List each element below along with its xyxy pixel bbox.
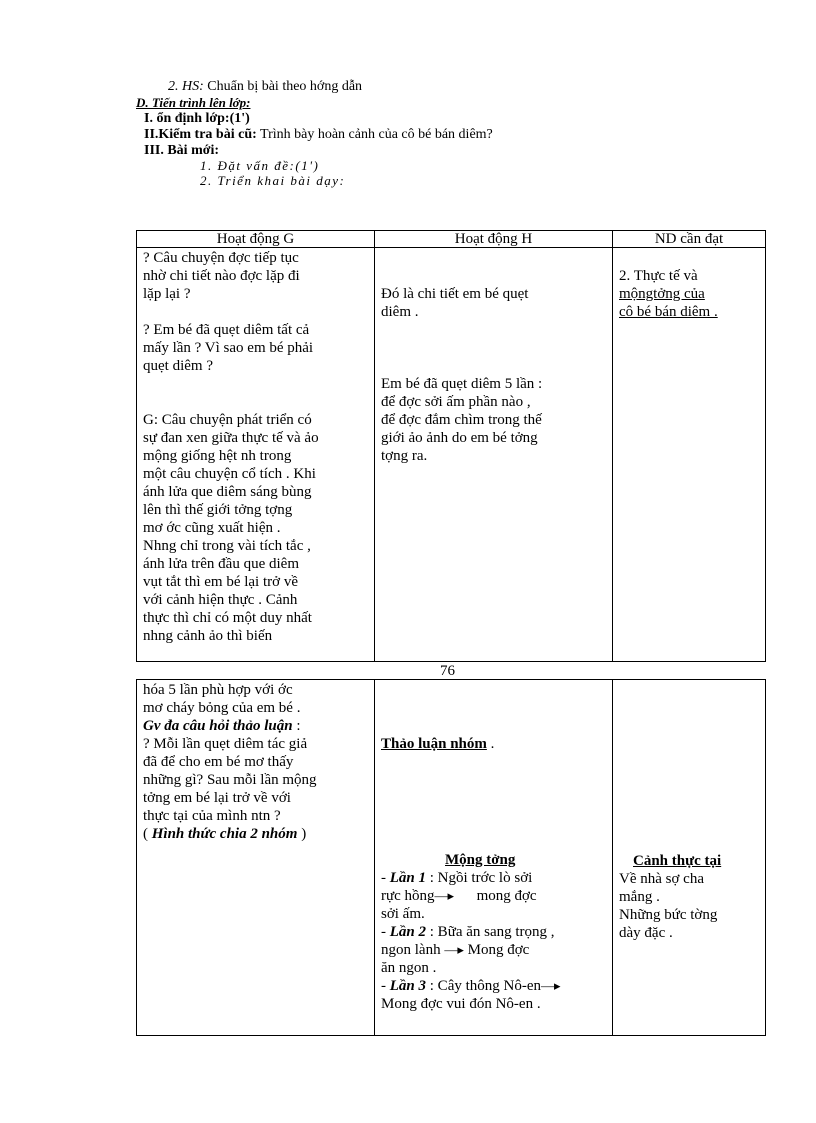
hinh-thuc-line — [143, 825, 368, 843]
g-line: ánh lửa trên đầu que diêm — [143, 556, 299, 572]
h-line: diêm . — [381, 304, 419, 320]
kiem-tra-line — [144, 127, 493, 143]
h-line: để đợc đắm chìm trong thế — [381, 412, 542, 428]
header-nd-can-dat: ND cần đạt — [613, 231, 766, 248]
header-hoat-dong-g: Hoạt động G — [137, 231, 375, 248]
activity-table-1 — [136, 230, 766, 662]
lan2-b: ngon lành — [381, 942, 441, 958]
g-line: mộng giống hệt nh trong — [143, 448, 292, 464]
canh-line: mắng . — [619, 889, 660, 905]
lan2-d: ăn ngon . — [381, 960, 437, 976]
arrow-right-icon: —▸ — [444, 942, 464, 957]
g-line: với cảnh hiện thực . Cảnh — [143, 592, 298, 608]
lan1-text: : Ngồi trớc lò sởi — [426, 870, 533, 886]
nd-line: cô bé bán diêm . — [619, 304, 718, 320]
cell-g-1 — [137, 248, 375, 662]
gv-colon: : — [292, 718, 301, 734]
g2-line: tởng em bé lại trở về với — [143, 790, 291, 806]
hinh-thuc: Hình thức chia 2 nhóm — [151, 826, 298, 842]
lan3-text: : Cây thông Nô-en — [426, 978, 541, 994]
g2-line: thực tại của mình ntn ? — [143, 808, 281, 824]
g-line: nhng cảnh ảo thì biến — [143, 628, 273, 644]
g2-line: đã để cho em bé mơ thấy — [143, 754, 294, 770]
section-d-heading: D. Tiến trình lên lớp: — [136, 95, 251, 110]
hs-text: Chuẩn bị bài theo hớng dẫn — [207, 79, 363, 94]
g-line: mơ ớc cũng xuất hiện . — [143, 520, 281, 536]
h-line: Em bé đã quẹt diêm 5 lần : — [381, 376, 543, 392]
lan-2-b — [381, 941, 606, 959]
h-line: tợng ra. — [381, 448, 428, 464]
cell-nd-1 — [613, 248, 766, 662]
g2-line: mơ cháy bỏng của em bé . — [143, 700, 301, 716]
arrow-right-icon: —▸ — [541, 978, 561, 993]
paren-open: ( — [143, 826, 152, 842]
mong-tuong-title: Mộng tởng — [445, 852, 516, 868]
g-line: lên thì thế giới tởng tợng — [143, 502, 293, 518]
header-hoat-dong-h: Hoạt động H — [375, 231, 613, 248]
cell-nd-2 — [613, 680, 766, 1036]
g-line: Nhng chỉ trong vài tích tắc , — [143, 538, 311, 554]
page-number: 76 — [440, 663, 455, 679]
g-line: ? Em bé đã quẹt diêm tất cả — [143, 322, 310, 338]
thao-luan-nhom: Thảo luận nhóm — [381, 736, 487, 752]
dat-van-de: 1. Đặt vấn đề:(1') — [200, 158, 320, 173]
cell-h-1 — [375, 248, 613, 662]
lan-3: - Lần 3 : Cây thông Nô-en—▸ — [381, 978, 561, 994]
lan-2: - Lần 2 : Bữa ăn sang trọng , — [381, 924, 555, 940]
g-line: ? Câu chuyện đợc tiếp tục — [143, 250, 299, 266]
g2-line: những gì? Sau mỗi lần mộng — [143, 772, 317, 788]
activity-table-2 — [136, 679, 766, 1036]
lan1-b: rực hồng — [381, 888, 435, 904]
nd-line: mộngtởng của — [619, 286, 705, 302]
bai-moi: III. Bài mới: — [144, 143, 220, 158]
paren-close: ) — [297, 826, 307, 842]
g-line: ánh lửa que diêm sáng bùng — [143, 484, 312, 500]
g-line: G: Câu chuyện phát triển có — [143, 412, 312, 428]
thao-luan-line — [381, 735, 606, 753]
hs-label: 2. HS: — [168, 79, 204, 94]
g-line: lặp lại ? — [143, 286, 191, 302]
canh-line: Về nhà sợ cha — [619, 871, 704, 887]
lan1-c: mong đợc — [476, 888, 537, 904]
lan-1: - Lần 1 : Ngồi trớc lò sởi — [381, 870, 533, 886]
trien-khai: 2. Triển khai bài dạy: — [200, 173, 346, 188]
lan3-label: Lần 3 — [389, 978, 427, 994]
h-line: Đó là chi tiết em bé quẹt — [381, 286, 529, 302]
kiem-tra-text: Trình bày hoàn cảnh của cô bé bán diêm? — [260, 127, 493, 142]
g-line: nhờ chi tiết nào đợc lặp đi — [143, 268, 300, 284]
lan2-text: : Bữa ăn sang trọng , — [426, 924, 555, 940]
canh-line: dày đặc . — [619, 925, 673, 941]
nd-line: 2. Thực tế và — [619, 268, 698, 284]
kiem-tra-label: II.Kiểm tra bài cũ: — [144, 127, 257, 142]
lan1-d: sởi ấm. — [381, 906, 425, 922]
lan1-label: Lần 1 — [389, 870, 427, 886]
lan2-label: Lần 2 — [389, 924, 427, 940]
lan3-b: Mong đợc vui đón Nô-en . — [381, 996, 541, 1012]
g-line: sự đan xen giữa thực tế và ảo — [143, 430, 319, 446]
g-line: thực thì chỉ có một duy nhất — [143, 610, 312, 626]
h-line: giới ảo ảnh do em bé tởng — [381, 430, 538, 446]
cell-h-2 — [375, 680, 613, 1036]
cell-g-2 — [137, 680, 375, 1036]
g-line: quẹt diêm ? — [143, 358, 213, 374]
g-line: một câu chuyện cổ tích . Khi — [143, 466, 316, 482]
g2-line: hóa 5 lần phù hợp với ớc — [143, 682, 293, 698]
g-line: mấy lần ? Vì sao em bé phải — [143, 340, 314, 356]
canh-thuc-tai-title: Cảnh thực tại — [633, 853, 722, 869]
on-dinh-lop: I. ổn định lớp:(1') — [144, 111, 250, 126]
thao-luan-dot: . — [486, 736, 495, 752]
hs-line — [168, 79, 362, 95]
lan-1-b — [381, 887, 606, 905]
h-line: để đợc sởi ấm phần nào , — [381, 394, 531, 410]
lan2-c: Mong đợc — [467, 942, 530, 958]
gv-label: Gv đa câu hỏi thảo luận — [143, 718, 293, 734]
g2-line: ? Mỗi lần quẹt diêm tác giả — [143, 736, 308, 752]
gv-question-line — [143, 717, 368, 735]
g-line: vụt tắt thì em bé lại trở về — [143, 574, 298, 590]
arrow-right-icon: —▸ — [434, 888, 455, 903]
canh-line: Những bức tờng — [619, 907, 718, 923]
